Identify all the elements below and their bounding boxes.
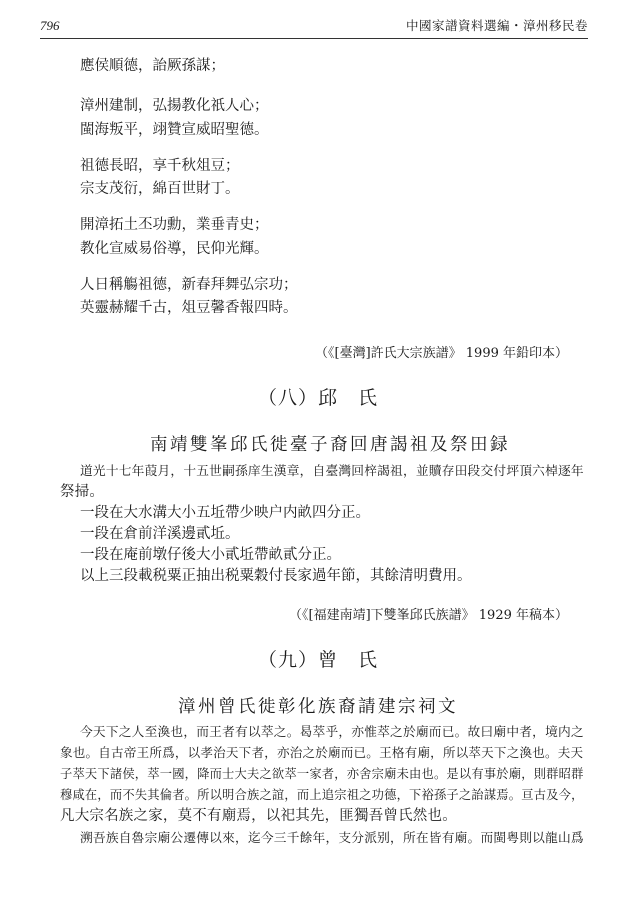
paragraph-line: 穆咸在，而不失其倫者。所以明合族之誼，而上追宗祖之功德，下裕孫子之詒謀焉。亘古及今， — [60, 788, 584, 802]
source-citation: （《[福建南靖]下雙峯邱氏族譜》 1929 年稿本） — [289, 608, 568, 623]
paragraph-line: 凡大宗名族之家，莫不有廟焉，以祀其先，匪獨吾曾氏然也。 — [60, 808, 457, 824]
poem-line: 英靈赫耀千古，俎豆馨香報四時。 — [80, 300, 298, 316]
paragraph-line: 道光十七年葭月，十五世嗣孫庠生漢章，自臺灣回梓謁祖，並贖存田段交付坪頂六棹逐年 — [80, 463, 584, 478]
section-heading: （八）邱 氏 — [258, 387, 379, 409]
poem-line: 閩海叛平，翊贊宣威昭聖德。 — [80, 122, 269, 138]
paragraph-line: 今天下之人至渙也，而王者有以萃之。曷萃乎，亦惟萃之於廟而已。故曰廟中者，境内之 — [80, 724, 584, 739]
paragraph-line: 溯吾族自魯宗廟公遷傳以來，迄今三千餘年，支分派别，所在皆有廟。而閩粤則以龍山爲 — [80, 830, 584, 845]
list-item: 以上三段載税粟正抽出税粟穀付長家過年節，其餘清明費用。 — [80, 568, 472, 584]
paragraph-line: 祭掃。 — [60, 484, 105, 500]
document-title: 南靖雙峯邱氏徙臺子裔回唐謁祖及祭田録 — [150, 435, 510, 455]
running-title: 中國家譜資料選編・漳州移民卷 — [405, 18, 588, 33]
list-item: 一段在大水溝大小五坵帶少映户内畝四分正。 — [80, 505, 370, 521]
page-header — [40, 14, 588, 39]
list-item: 一段在庵前墩仔後大小貳坵帶畝貳分正。 — [80, 547, 341, 563]
source-citation: （《[臺灣]許氏大宗族譜》 1999 年鉛印本） — [315, 346, 568, 361]
paragraph-line: 子萃天下諸侯，萃一國，降而士大夫之欲萃一家者，亦舍宗廟未由也。是以有事於廟，則群昭群 — [60, 767, 584, 781]
poem-line: 開漳拓土丕功勳，業垂青史； — [80, 217, 269, 233]
poem-line: 祖德長昭，享千秋俎豆； — [80, 158, 240, 174]
document-title: 漳州曾氏徙彰化族裔請建宗祠文 — [178, 697, 458, 717]
paragraph-line: 象也。自古帝王所爲，以孝治天下者，亦治之於廟而已。王格有廟，所以萃天下之渙也。夫天 — [60, 745, 584, 760]
poem-line: 應侯順德，詒厥孫謀； — [80, 58, 225, 74]
poem-line: 人日稱觴祖德，新春拜舞弘宗功； — [80, 277, 298, 293]
section-heading: （九）曾 氏 — [258, 649, 379, 671]
poem-line: 教化宣威易俗導，民仰光輝。 — [80, 241, 269, 257]
poem-line: 漳州建制，弘揚教化祇人心； — [80, 98, 269, 114]
list-item: 一段在倉前洋溪邊貳坵。 — [80, 526, 240, 542]
poem-line: 宗支茂衍，綿百世財丁。 — [80, 181, 240, 197]
page-number: 796 — [40, 18, 60, 33]
